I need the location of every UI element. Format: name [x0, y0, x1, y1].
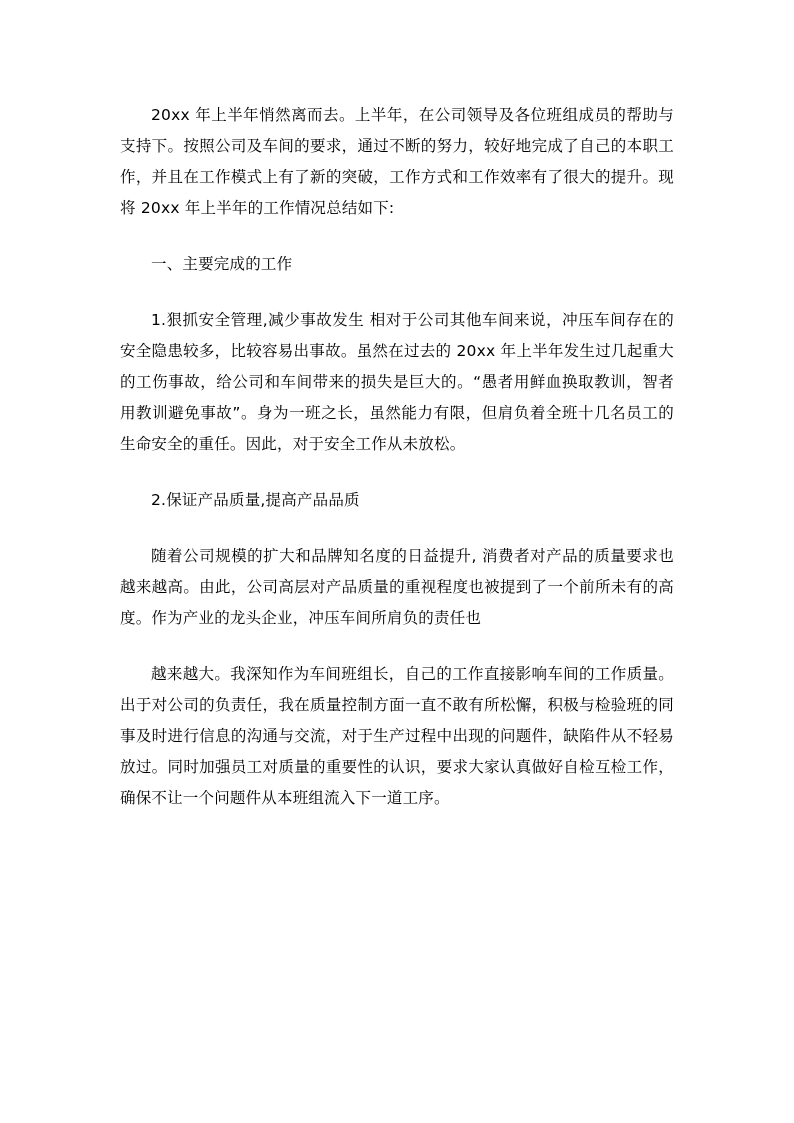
subheading-product-quality: 2.保证产品质量,提高产品品质	[151, 491, 360, 509]
section-heading-main-work: 一、主要完成的工作	[151, 255, 293, 273]
quality-control-paragraph: 越来越大。我深知作为车间班组长，自己的工作直接影响车间的工作质量。出于对公司的负责任，我在质量控制方面一直不敢有所松懈，积极与检验班的同事及时进行信息的沟通与交流，对于生产过程中出现的问题件，缺陷件从不轻易放过。同时加强员工对质量的重要性的认识，要求大家认真做好自检互检工作，确保不让一个问题件从本班组流入下一道工序。	[120, 665, 674, 807]
intro-paragraph: 20xx 年上半年悄然离而去。上半年，在公司领导及各位班组成员的帮助与支持下。按照公司及车间的要求，通过不断的努力，较好地完成了自己的本职工作，并且在工作模式上有了新的突破，工作方式和工作效率有了很大的提升。现将 20xx 年上半年的工作情况总结如下:	[120, 106, 674, 217]
safety-management-paragraph: 1.狠抓安全管理,减少事故发生 相对于公司其他车间来说，冲压车间存在的安全隐患较多，比较容易出事故。虽然在过去的 20xx 年上半年发生过几起重大的工伤事故，给公司和车间带来的损失是巨大的。“愚者用鲜血换取教训，智者用教训避免事故”。身为一班之长，虽然能力有限，但肩负着全班十几名员工的生命安全的重任。因此，对于安全工作从未放松。	[120, 311, 674, 453]
document-body	[120, 100, 674, 839]
quality-requirements-paragraph: 随着公司规模的扩大和品牌知名度的日益提升, 消费者对产品的质量要求也越来越高。由此，公司高层对产品质量的重视程度也被提到了一个前所未有的高度。作为产业的龙头企业，冲压车间所肩负的责任也	[120, 547, 674, 627]
